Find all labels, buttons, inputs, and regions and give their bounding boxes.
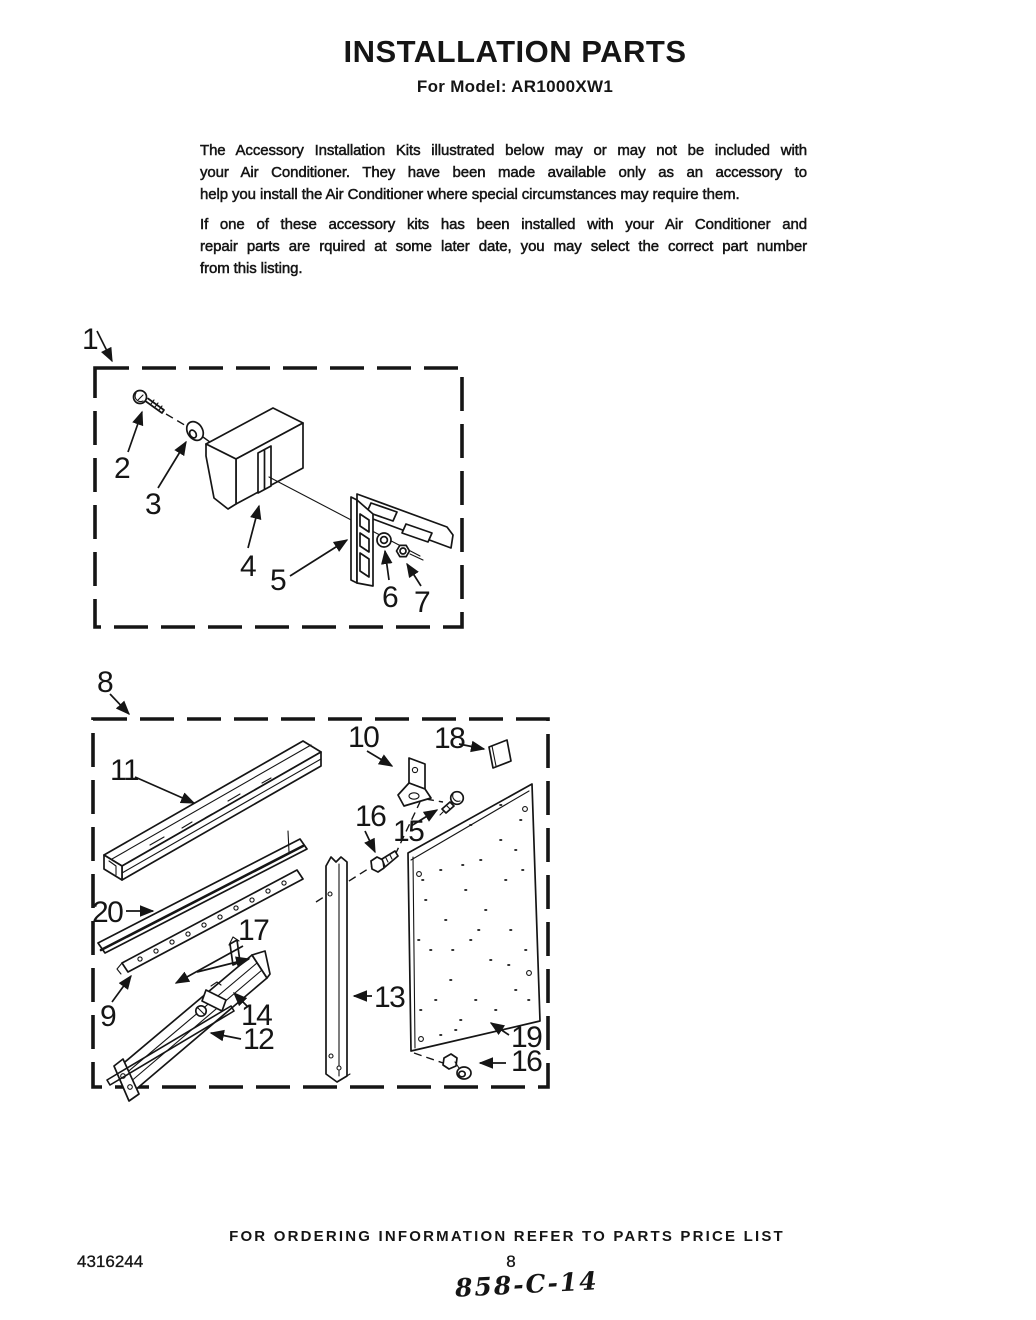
paragraph-line: repair parts are rquired at some later date, you may select the correct part number bbox=[200, 238, 807, 255]
callout-12: 12 bbox=[243, 1023, 274, 1056]
kit2-diagram bbox=[92, 666, 548, 1101]
handwritten-code: 858-C-14 bbox=[454, 1266, 600, 1303]
part-10-angle-bracket bbox=[398, 758, 431, 806]
page-title: INSTALLATION PARTS bbox=[343, 34, 687, 69]
callout-10: 10 bbox=[348, 721, 379, 754]
part-16-bolt-upper bbox=[371, 851, 398, 872]
part-5-angle-bracket bbox=[351, 494, 453, 586]
callout-7: 7 bbox=[414, 586, 430, 619]
callout-14: 14 bbox=[241, 999, 272, 1032]
paragraph-line: your Air Conditioner. They have been made available only as an accessory to bbox=[200, 164, 807, 181]
part-6-nut bbox=[377, 533, 391, 547]
callout-20: 20 bbox=[92, 896, 123, 929]
part-19-panel bbox=[408, 784, 540, 1051]
paragraph-line: from this listing. bbox=[200, 260, 303, 277]
callout-5: 5 bbox=[270, 564, 286, 597]
callout-16-lower: 16 bbox=[511, 1045, 542, 1078]
ordering-note: FOR ORDERING INFORMATION REFER TO PARTS PRICE LIST bbox=[229, 1228, 785, 1245]
callout-9: 9 bbox=[100, 1000, 116, 1033]
callout-11: 11 bbox=[110, 754, 139, 787]
callout-13: 13 bbox=[374, 981, 405, 1014]
callout-16-upper: 16 bbox=[355, 800, 386, 833]
page-number: 8 bbox=[506, 1252, 516, 1271]
model-line: For Model: AR1000XW1 bbox=[416, 77, 614, 96]
part-3-washer bbox=[183, 419, 206, 444]
paragraph-line: help you install the Air Conditioner where special circumstances may require them. bbox=[200, 186, 740, 203]
callout-1: 1 bbox=[82, 323, 98, 356]
part-18-pad bbox=[489, 740, 511, 768]
callout-8: 8 bbox=[97, 666, 113, 699]
part-16-bolt-lower bbox=[443, 1054, 471, 1079]
part-7-bolt bbox=[397, 545, 424, 560]
part-15-screw bbox=[440, 792, 463, 815]
callout-2: 2 bbox=[114, 452, 130, 485]
kit1-diagram bbox=[82, 323, 462, 627]
callout-17: 17 bbox=[238, 914, 269, 947]
callout-4: 4 bbox=[240, 550, 256, 583]
callout-19: 19 bbox=[511, 1021, 542, 1054]
part-2-screw bbox=[134, 391, 165, 414]
callout-15: 15 bbox=[393, 815, 424, 848]
part-13-vertical-channel bbox=[326, 857, 350, 1082]
paragraph-line: The Accessory Installation Kits illustrated below may or may not be included with bbox=[200, 142, 807, 159]
callout-18: 18 bbox=[434, 722, 465, 755]
callout-6: 6 bbox=[382, 581, 398, 614]
document-number: 4316244 bbox=[77, 1252, 144, 1271]
part-4-cover bbox=[206, 408, 303, 509]
callout-3: 3 bbox=[145, 488, 161, 521]
paragraph-line: If one of these accessory kits has been installed with your Air Conditioner and bbox=[200, 216, 807, 233]
